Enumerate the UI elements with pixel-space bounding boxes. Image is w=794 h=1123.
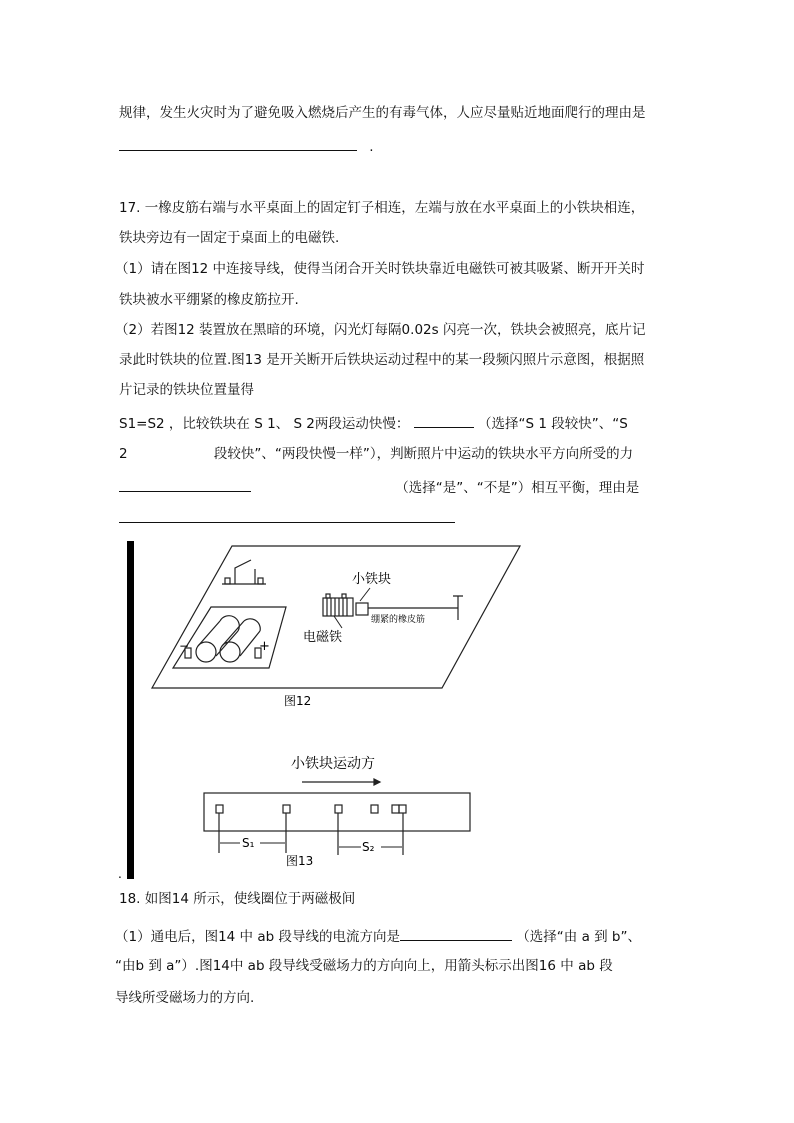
- label-rubber-band: 绷紧的橡皮筋: [371, 615, 426, 625]
- photo-strip: [204, 793, 470, 831]
- q17-part2-line2: 录此时铁块的位置.图13 是开关断开后铁块运动过程中的某一段频闪照片示意图，根据照: [119, 352, 645, 368]
- answer-blank-balance[interactable]: [119, 477, 251, 492]
- table-top: [152, 546, 520, 688]
- q18-stem: 18. 如图14 所示，使线圈位于两磁极间: [119, 891, 356, 907]
- q17-part2-line4: [119, 413, 628, 433]
- iron-block: [356, 603, 368, 615]
- q17-stem-line2: 铁块旁边有一固定于桌面上的电磁铁.: [119, 230, 340, 246]
- switch-icon: [222, 560, 266, 584]
- period: .: [369, 139, 374, 155]
- answer-blank-speed[interactable]: [414, 413, 474, 428]
- text: S1=S2 ，比较铁块在 S 1、 S 2两段运动快慢：: [119, 416, 410, 432]
- q17-part1-line1: （1）请在图12 中连接导线，使得当闭合开关时铁块靠近电磁铁可被其吸紧、断开开关时: [115, 261, 645, 277]
- label-direction: 小铁块运动方: [291, 756, 375, 772]
- electromagnet-icon: [323, 594, 353, 616]
- figures-12-13: [118, 538, 534, 883]
- q17-part1-line2: 铁块被水平绷紧的橡皮筋拉开.: [119, 292, 299, 308]
- q17-part2-line5: [119, 445, 633, 463]
- text: （1）通电后，图14 中 ab 段导线的电流方向是: [115, 929, 400, 945]
- answer-blank[interactable]: [119, 136, 357, 151]
- q16-answer-line: [119, 136, 374, 156]
- left-bar: [127, 541, 134, 879]
- figure-13-caption: 图13: [286, 854, 314, 868]
- q17-part2-line3: 片记录的铁块位置量得: [119, 382, 254, 398]
- text: （选择“是”、“不是”）相互平衡，理由是: [395, 480, 640, 496]
- text: （选择“S 1 段较快”、“S: [478, 416, 628, 432]
- answer-blank-current[interactable]: [400, 926, 512, 941]
- figure-12: [152, 546, 520, 688]
- q17-part2-line1: （2）若图12 装置放在黑暗的环境，闪光灯每隔0.02s 闪亮一次，铁块会被照亮，底片记: [115, 322, 646, 338]
- q17-reason-line: [119, 508, 455, 528]
- q18-part1-line3: 导线所受磁场力的方向.: [115, 990, 255, 1006]
- answer-blank-reason[interactable]: [119, 508, 455, 523]
- q17-stem-line1: 17. 一橡皮筋右端与水平桌面上的固定钉子相连，左端与放在水平桌面上的小铁块相连，: [119, 200, 645, 216]
- q18-part1-line1: [115, 926, 641, 946]
- q16-text-line: 规律，发生火灾时为了避免吸入燃烧后产生的有毒气体，人应尽量贴近地面爬行的理由是: [119, 105, 646, 121]
- label-s1: S₁: [242, 836, 255, 850]
- figure-12-caption: 图12: [284, 694, 312, 708]
- label-s2: S₂: [362, 840, 375, 854]
- q18-part1-line2: “由b 到 a”）.图14中 ab 段导线受磁场力的方向向上，用箭头标示出图16 中 ab 段: [115, 958, 613, 974]
- label-iron-block: 小铁块: [352, 572, 392, 587]
- battery-icon: [185, 616, 261, 662]
- label-plus: +: [259, 639, 270, 654]
- text: 2: [119, 446, 128, 462]
- label-minus: −: [179, 639, 190, 653]
- text: （选择“由 a 到 b”、: [516, 929, 641, 945]
- text: 段较快”、“两段快慢一样”），判断照片中运动的铁块水平方向所受的力: [213, 446, 634, 462]
- figure-trailing-dot: .: [118, 867, 122, 881]
- q17-part2-line6: [119, 477, 639, 497]
- label-electromagnet: 电磁铁: [303, 630, 343, 645]
